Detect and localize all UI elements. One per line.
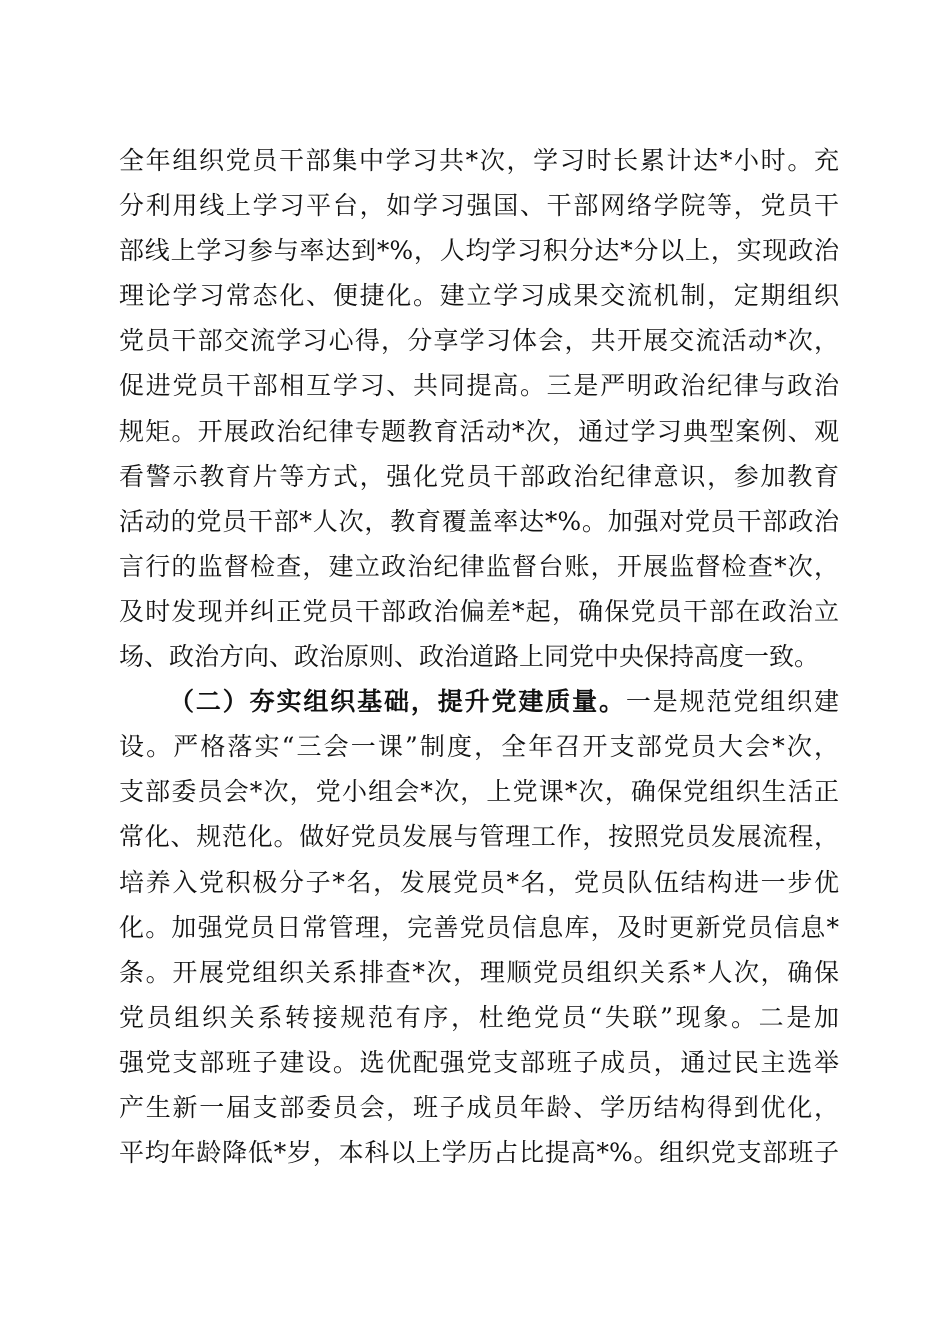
paragraph-line: 部线上学习参与率达到*%，人均学习积分达*分以上，实现政治: [119, 236, 839, 266]
paragraph-line: 强党支部班子建设。选优配强党支部班子成员，通过民主选举: [119, 1047, 839, 1077]
paragraph-line: 党员干部交流学习心得，分享学习体会，共开展交流活动*次，: [119, 326, 839, 356]
paragraph-line: 言行的监督检查，建立政治纪律监督台账，开展监督检查*次，: [119, 551, 839, 581]
paragraph-line: 化。加强党员日常管理，完善党员信息库，及时更新党员信息*: [119, 912, 839, 942]
paragraph-line: 场、政治方向、政治原则、政治道路上同党中央保持高度一致。: [119, 642, 820, 672]
paragraph-line: 规矩。开展政治纪律专题教育活动*次，通过学习典型案例、观: [119, 416, 839, 446]
body-text: [119, 138, 839, 1175]
paragraph-line: 及时发现并纠正党员干部政治偏差*起，确保党员干部在政治立: [119, 596, 839, 626]
paragraph-line: 活动的党员干部*人次，教育覆盖率达*%。加强对党员干部政治: [119, 506, 839, 536]
paragraph-line: 看警示教育片等方式，强化党员干部政治纪律意识，参加教育: [119, 461, 839, 491]
paragraph-line: 分利用线上学习平台，如学习强国、干部网络学院等，党员干: [119, 191, 839, 221]
paragraph-line: 平均年龄降低*岁，本科以上学历占比提高*%。组织党支部班子: [119, 1138, 839, 1168]
paragraph-line: 促进党员干部相互学习、共同提高。三是严明政治纪律与政治: [119, 371, 839, 401]
paragraph-line: 常化、规范化。做好党员发展与管理工作，按照党员发展流程，: [119, 822, 839, 852]
section-heading-continuation: 一是规范党组织建: [625, 687, 839, 717]
section-heading: （二）夯实组织基础，提升党建质量。: [169, 687, 626, 717]
paragraph-line: 条。开展党组织关系排查*次，理顺党员组织关系*人次，确保: [119, 957, 839, 987]
paragraph-line: 设。严格落实“三会一课”制度，全年召开支部党员大会*次，: [119, 732, 839, 762]
paragraph-line: 产生新一届支部委员会，班子成员年龄、学历结构得到优化，: [119, 1092, 839, 1122]
paragraph-line: 理论学习常态化、便捷化。建立学习成果交流机制，定期组织: [119, 281, 839, 311]
paragraph-line: 党员组织关系转接规范有序，杜绝党员“失联”现象。二是加: [119, 1002, 839, 1032]
section-heading-line: [119, 679, 839, 724]
paragraph-line: 全年组织党员干部集中学习共*次，学习时长累计达*小时。充: [119, 146, 839, 175]
paragraph-line: 培养入党积极分子*名，发展党员*名，党员队伍结构进一步优: [119, 867, 839, 897]
paragraph-line: 支部委员会*次，党小组会*次，上党课*次，确保党组织生活正: [119, 777, 839, 807]
